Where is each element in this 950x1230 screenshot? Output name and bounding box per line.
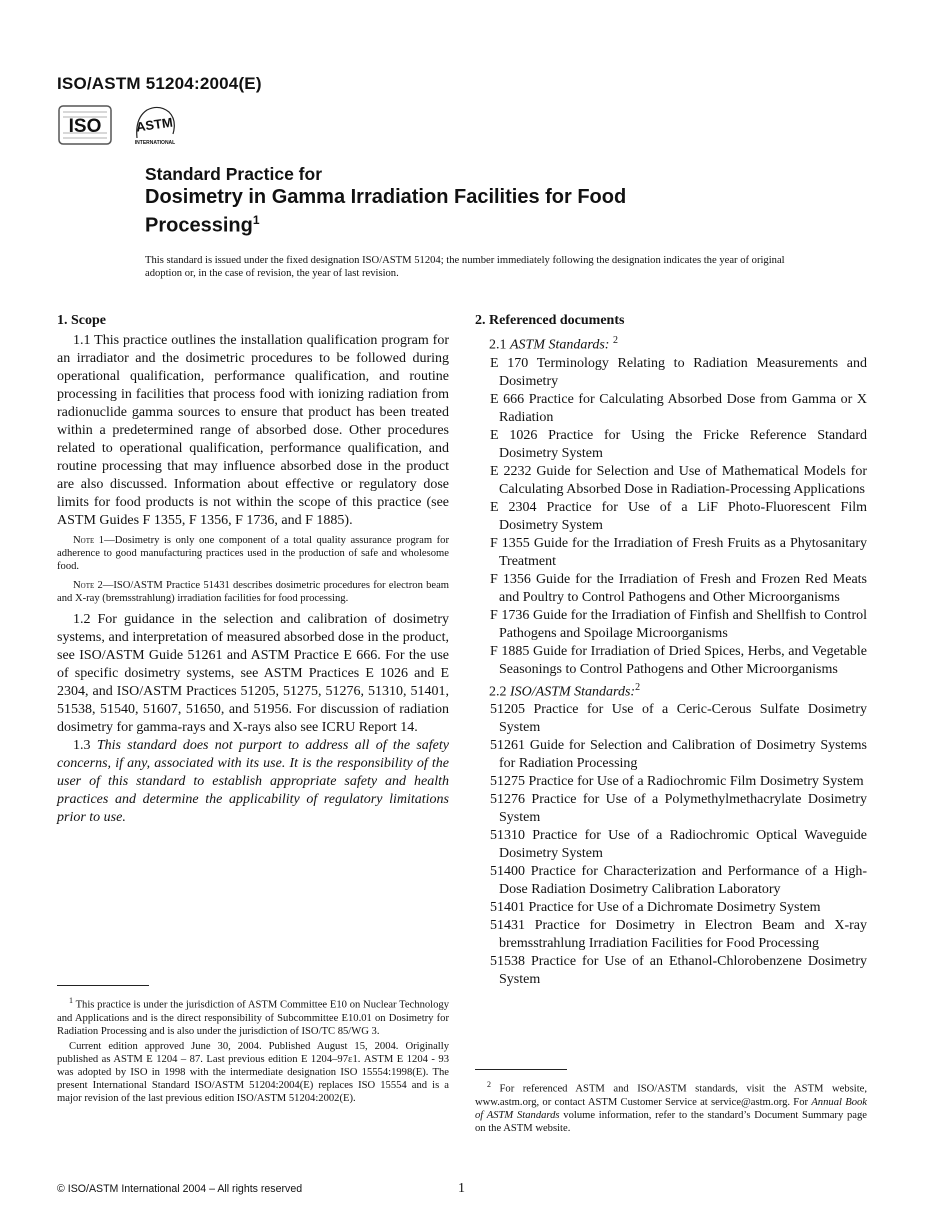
reference-item: 51431 Practice for Dosimetry in Electron Beam and X-ray bremsstrahlung Irradiation Facilities for Food Processing [490, 918, 867, 952]
left-column [57, 312, 449, 827]
right-column [475, 312, 867, 989]
reference-item: 51205 Practice for Use of a Ceric-Cerous Sulfate Dosimetry System [490, 702, 867, 736]
title-footnote-mark: 1 [252, 213, 260, 227]
reference-item: F 1885 Guide for Irradiation of Dried Spices, Herbs, and Vegetable Seasonings to Control Pathogens and Other Microorganisms [490, 643, 867, 677]
reference-item: 51538 Practice for Use of an Ethanol-Chlorobenzene Dosimetry System [490, 954, 867, 988]
reference-item: 51400 Practice for Characterization and Performance of a High-Dose Radiation Dosimetry Calibration Laboratory [490, 864, 867, 898]
document-designation: ISO/ASTM 51204:2004(E) [57, 74, 262, 93]
page-number: 1 [458, 1181, 465, 1196]
reference-item: E 2304 Practice for Use of a LiF Photo-Fluorescent Film Dosimetry System [490, 499, 867, 533]
footnote-2: $^2$ For referenced ASTM and ISO/ASTM standards, visit the ASTM website, www.astm.org, or contact ASTM Customer Service at service@astm.org. For Annual Book of ASTM Standards volume information, refer to the standard’s Document Summary page on the ASTM website. [475, 1080, 867, 1134]
reference-item: E 2232 Guide for Selection and Use of Mathematical Models for Calculating Absorbed Dose in Radiation-Processing Applications [490, 463, 867, 497]
paragraph-1-1: 1.1 This practice outlines the installation qualification program for an irradiator and the dosimetric procedures to be followed during operational qualification, performance qualification, and routine processing in facilities that process food with ionizing radiation from radionuclide gamma sources to ensure that product has been treated within a predetermined range of absorbed dose. Other procedures related to operational qualification, performance qualification, and routine processing that may influence absorbed dose in the product are also discussed. Information about effective or regulatory dose limits for food products is not within the scope of this practice (see ASTM Guides F 1355, F 1356, F 1736, and F 1885). [57, 333, 449, 528]
document-title [145, 163, 626, 238]
astm-logo-subtext: INTERNATIONAL [134, 140, 176, 146]
isoastm-reference-list [475, 701, 867, 989]
reference-item: 51276 Practice for Use of a Polymethylmethacrylate Dosimetry System [490, 792, 867, 826]
section-1-heading: 1. Scope [57, 313, 106, 328]
astm-logo-text: ASTM [135, 114, 174, 135]
footnotes-right [475, 1069, 867, 1137]
footnote-1: $^1$ This practice is under the jurisdiction of ASTM Committee E10 on Nuclear Technology and Applications and is the direct responsibility of Subcommittee E10.01 on Dosimetry for Radiation Processing and is also under the jurisdiction of ISO/TC 85/WG 3. [57, 996, 449, 1037]
title-line-3: Processing$^1$ [145, 213, 260, 237]
logos [57, 104, 187, 146]
reference-item: F 1356 Guide for the Irradiation of Fresh and Frozen Red Meats and Poultry to Control Pathogens and Other Microorganisms [490, 571, 867, 605]
paragraph-1-2: 1.2 For guidance in the selection and calibration of dosimetry systems, and interpretation of measured absorbed dose in the product, see ISO/ASTM Guide 51261 and ASTM Practice E 666. For the use of specific dosimetry systems, see ASTM Practices E 1026 and E 2304, and ISO/ASTM Practices 51205, 51275, 51276, 51310, 51401, 51538, 51540, 51607, 51650, and 51956. For discussion of radiation dosimetry for gamma-rays and X-rays also see ICRU Report 14. [57, 612, 449, 735]
copyright-notice: © ISO/ASTM International 2004 – All rights reserved [57, 1183, 303, 1195]
reference-item: 51275 Practice for Use of a Radiochromic Film Dosimetry System [490, 774, 864, 790]
reference-item: E 170 Terminology Relating to Radiation Measurements and Dosimetry [490, 355, 867, 389]
reference-item: 51261 Guide for Selection and Calibration of Dosimetry Systems for Radiation Processing [490, 738, 867, 772]
footnotes-left [57, 985, 449, 1107]
subsection-2-1-heading: 2.1 ASTM Standards: $^2$ [489, 335, 618, 353]
subsection-2-2-heading: 2.2 ISO/ASTM Standards:$^2$ [489, 681, 641, 700]
reference-item: 51310 Practice for Use of a Radiochromic Optical Waveguide Dosimetry System [490, 828, 867, 862]
section-2-heading: 2. Referenced documents [475, 313, 625, 328]
footnote-rule [475, 1069, 567, 1070]
footnote-1-edition: Current edition approved June 30, 2004. Published August 15, 2004. Originally published as ASTM E 1204 – 87. Last previous edition E 1204–97ε1. ASTM E 1204 - 93 was adopted by ISO in 1998 with the intermediate designation ISO 15554:1998(E). The present International Standard ISO/ASTM 51204:2004(E) replaces ISO 15554 and is a major revision of the last previous edition ISO/ASTM 51204:2002(E). [57, 1040, 449, 1104]
note-2: Note 2—ISO/ASTM Practice 51431 describes dosimetric procedures for electron beam and X-ray (bremsstrahlung) irradiation facilities for food processing. [57, 580, 450, 604]
footnote-rule [57, 985, 149, 986]
paragraph-1-3: 1.3 This standard does not purport to address all of the safety concerns, if any, associated with its use. It is the responsibility of the user of this standard to establish appropriate safety and health practices and determine the applicability of regulatory limitations prior to use. [57, 738, 449, 825]
astm-reference-list [475, 355, 867, 679]
reference-item: F 1355 Guide for the Irradiation of Fresh Fruits as a Phytosanitary Treatment [490, 535, 867, 569]
title-line-2: Dosimetry in Gamma Irradiation Facilities for Food [145, 186, 627, 208]
note-1: Note 1—Dosimetry is only one component of a total quality assurance program for adherence to good manufacturing practices used in the production of safe and wholesome food. [57, 535, 449, 572]
reference-item: E 666 Practice for Calculating Absorbed Dose from Gamma or X Radiation [490, 391, 867, 425]
astm-logo-icon [129, 104, 187, 148]
iso-logo-text: ISO [68, 116, 102, 137]
reference-item: 51401 Practice for Use of a Dichromate Dosimetry System [490, 900, 821, 916]
issued-note: This standard is issued under the fixed designation ISO/ASTM 51204; the number immediately following the designation indicates the year of original adoption or, in the case of revision, the year of last revision. [145, 255, 785, 279]
title-line-1: Standard Practice for [145, 164, 322, 184]
reference-item: E 1026 Practice for Using the Fricke Reference Standard Dosimetry System [490, 427, 867, 461]
reference-item: F 1736 Guide for the Irradiation of Finfish and Shellfish to Control Pathogens and Spoilage Microorganisms [490, 607, 867, 641]
